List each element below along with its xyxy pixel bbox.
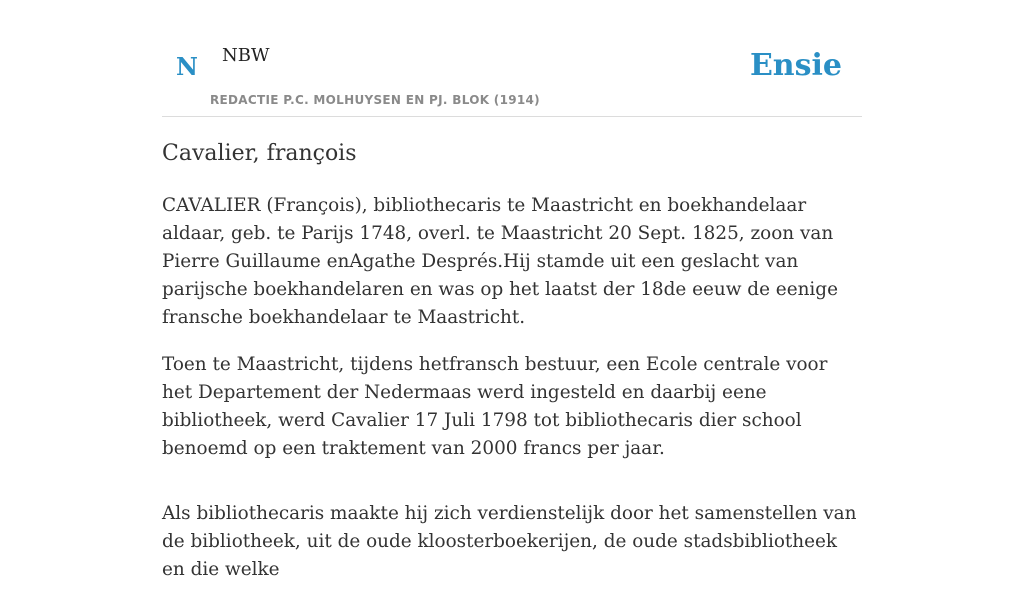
article-paragraph: CAVALIER (François), bibliothecaris te Maastricht en boekhandelaar aldaar, geb. te Parijs 1748, overl. te Maastricht 20 Sept. 1825, zoon van Pierre Guillaume enAgathe Després.Hij stamde uit een geslacht van parijsche boekhandelaren en was op het laatst der 18de eeuw de eenige fransche boekhandelaar te Maastricht. xyxy=(162,195,838,328)
brand-logo[interactable]: Ensie xyxy=(749,48,842,83)
source-name[interactable]: NBW xyxy=(222,45,270,66)
source-logo[interactable]: N xyxy=(176,52,198,81)
article-paragraph: Als bibliothecaris maakte hij zich verdienstelijk door het samenstellen van de bibliotheek, uit de oude kloosterboekerijen, de oude stadsbibliotheek en die welke xyxy=(162,503,857,580)
page-title: Cavalier, françois xyxy=(162,141,357,166)
article-paragraph: Toen te Maastricht, tijdens hetfransch bestuur, een Ecole centrale voor het Departement der Nedermaas werd ingesteld en daarbij eene bibliotheek, werd Cavalier 17 Juli 1798 tot bibliothecaris dier school benoemd op een traktement van 2000 francs per jaar. xyxy=(162,354,828,459)
header xyxy=(162,0,862,117)
source-subtitle: REDACTIE P.C. MOLHUYSEN EN PJ. BLOK (1914) xyxy=(210,93,540,107)
article-body xyxy=(162,192,862,603)
